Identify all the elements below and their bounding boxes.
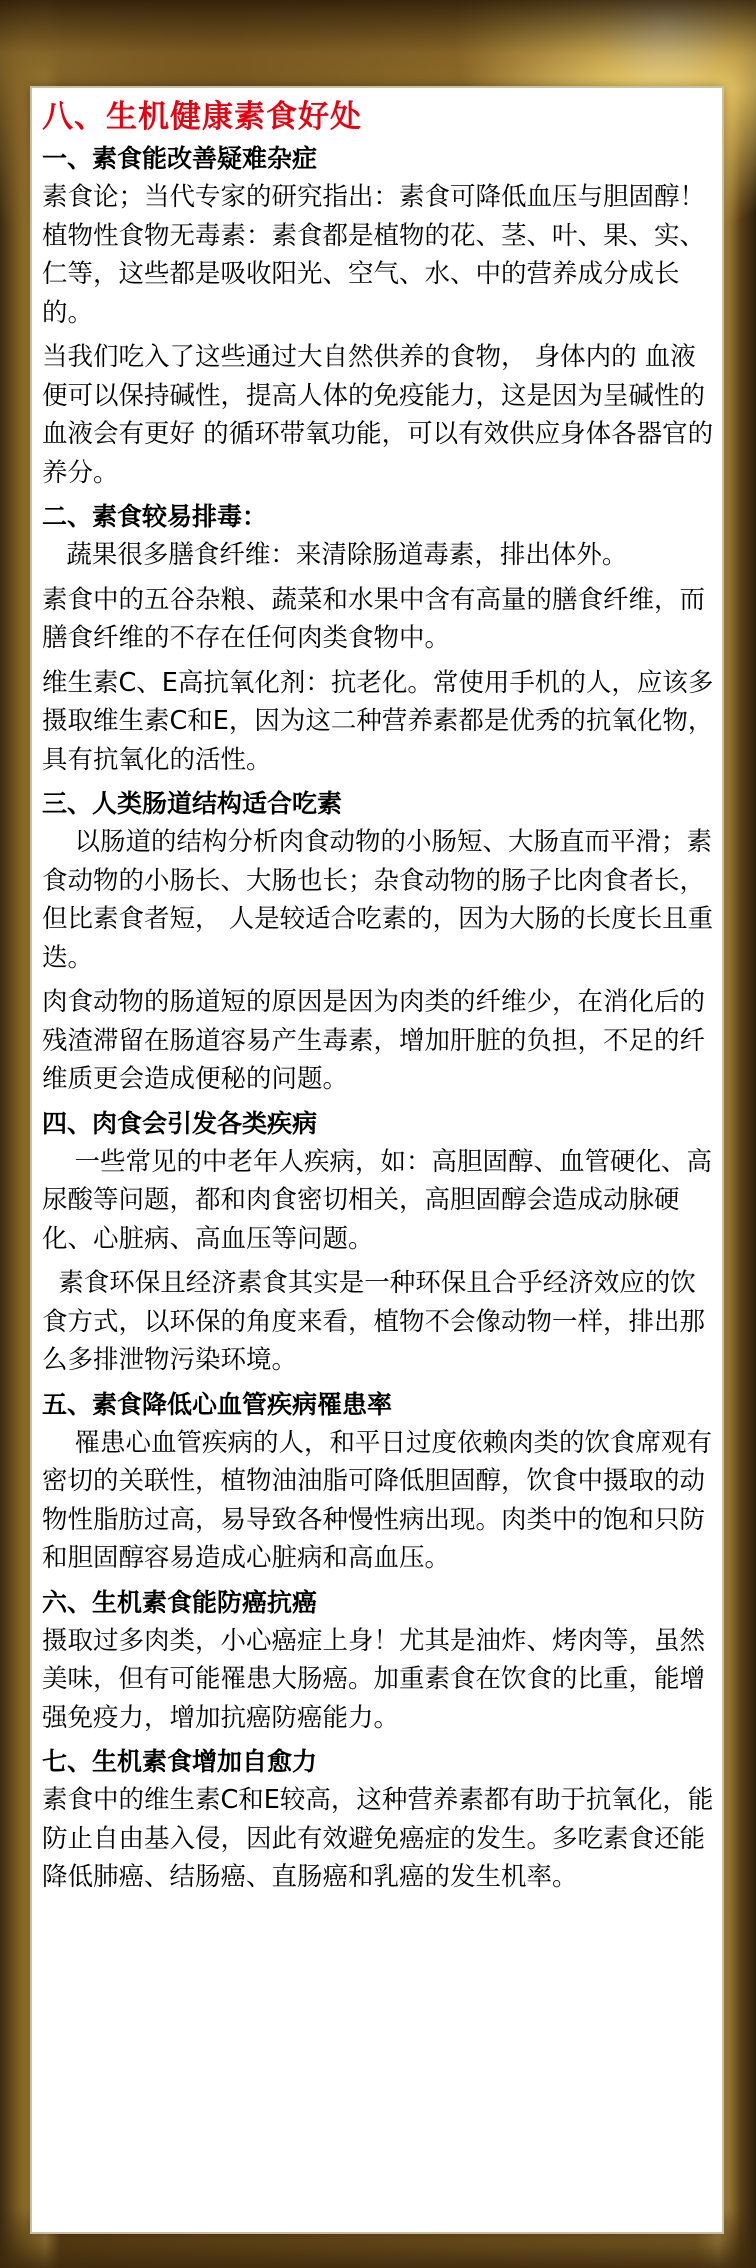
paragraph: 以肠道的结构分析肉食动物的小肠短、大肠直而平滑；素食动物的小肠长、大肠也长；杂食动物的肠子比肉食者长，但比素食者短， 人是较适合吃素的，因为大肠的长度长且重迭。 xyxy=(42,827,714,973)
section-heading: 二、素食较易排毒： xyxy=(42,502,268,531)
article-title: 八、生机健康素食好处 xyxy=(42,99,362,135)
paragraph: 罹患心血管疾病的人，和平日过度依赖肉类的饮食席观有密切的关联性，植物油油脂可降低胆固醇，饮食中摄取的动物性脂肪过高，易导致各种慢性病出现。肉类中的饱和只防和胆固醇容易造成心脏病和高血压。 xyxy=(42,1427,712,1573)
paragraph: 一些常见的中老年人疾病，如：高胆固醇、血管硬化、高尿酸等问题，都和肉食密切相关，高胆固醇会造成动脉硬化、心脏病、高血压等问题。 xyxy=(42,1146,712,1254)
section-6 xyxy=(42,1584,714,1738)
paragraph: 蔬果很多膳食纤维：来清除肠道毒素，排出体外。 xyxy=(42,540,628,570)
paragraph: 素食环保且经济素食其实是一种环保且合乎经济效应的饮食方式，以环保的角度来看，植物不会像动物一样，排出那么多排泄物污染环境。 xyxy=(42,1268,706,1375)
section-2 xyxy=(42,498,714,779)
paragraph: 素食中的维生素C和E较高，这种营养素都有助于抗氧化，能防止自由基入侵，因此有效避免癌症的发生。多吃素食还能降低肺癌、结肠癌、直肠癌和乳癌的发生机率。 xyxy=(42,1785,714,1892)
paragraph: 肉食动物的肠道短的原因是因为肉类的纤维少，在消化后的残渣滞留在肠道容易产生毒素，增加肝脏的负担，不足的纤维质更会造成便秘的问题。 xyxy=(42,987,706,1094)
section-5 xyxy=(42,1386,714,1578)
section-heading: 五、素食降低心血管疾病罹患率 xyxy=(42,1389,393,1419)
section-heading: 六、生机素食能防癌抗癌 xyxy=(42,1587,318,1617)
paragraph: 维生素C、E高抗氧化剂：抗老化。常使用手机的人，应该多摄取维生素C和E，因为这二种营养素都是优秀的抗氧化物，具有抗氧化的活性。 xyxy=(42,667,714,775)
paragraph: 摄取过多肉类，小心癌症上身！尤其是油炸、烤肉等，虽然美味，但有可能罹患大肠癌。加重素食在饮食的比重，能增强免疫力，增加抗癌防癌能力。 xyxy=(42,1625,706,1733)
paragraph: 当我们吃入了这些通过大自然供养的食物， 身体内的 血液便可以保持碱性，提高人体的免疫能力，这是因为呈碱性的血液会有更好 的循环带氧功能，可以有效供应身体各器官的养分。 xyxy=(42,342,714,488)
section-heading: 一、素食能改善疑难杂症 xyxy=(42,144,318,173)
section-heading: 三、人类肠道结构适合吃素 xyxy=(42,789,343,818)
section-3 xyxy=(42,785,714,1099)
section-heading: 七、生机素食增加自愈力 xyxy=(42,1747,318,1776)
section-heading: 四、肉食会引发各类疾病 xyxy=(42,1108,318,1138)
paragraph: 素食中的五谷杂粮、蔬菜和水果中含有高量的膳食纤维，而膳食纤维的不存在任何肉类食物中。 xyxy=(42,584,706,653)
decorative-frame-top xyxy=(0,0,756,90)
section-1 xyxy=(42,140,714,492)
section-7 xyxy=(42,1743,714,1897)
paragraph: 素食论；当代专家的研究指出：素食可降低血压与胆固醇！植物性食物无毒素：素食都是植物的花、茎、叶、果、实、仁等，这些都是吸收阳光、空气、水、中的营养成分成长的。 xyxy=(42,182,706,328)
article-panel xyxy=(30,86,724,2234)
section-4 xyxy=(42,1105,714,1380)
